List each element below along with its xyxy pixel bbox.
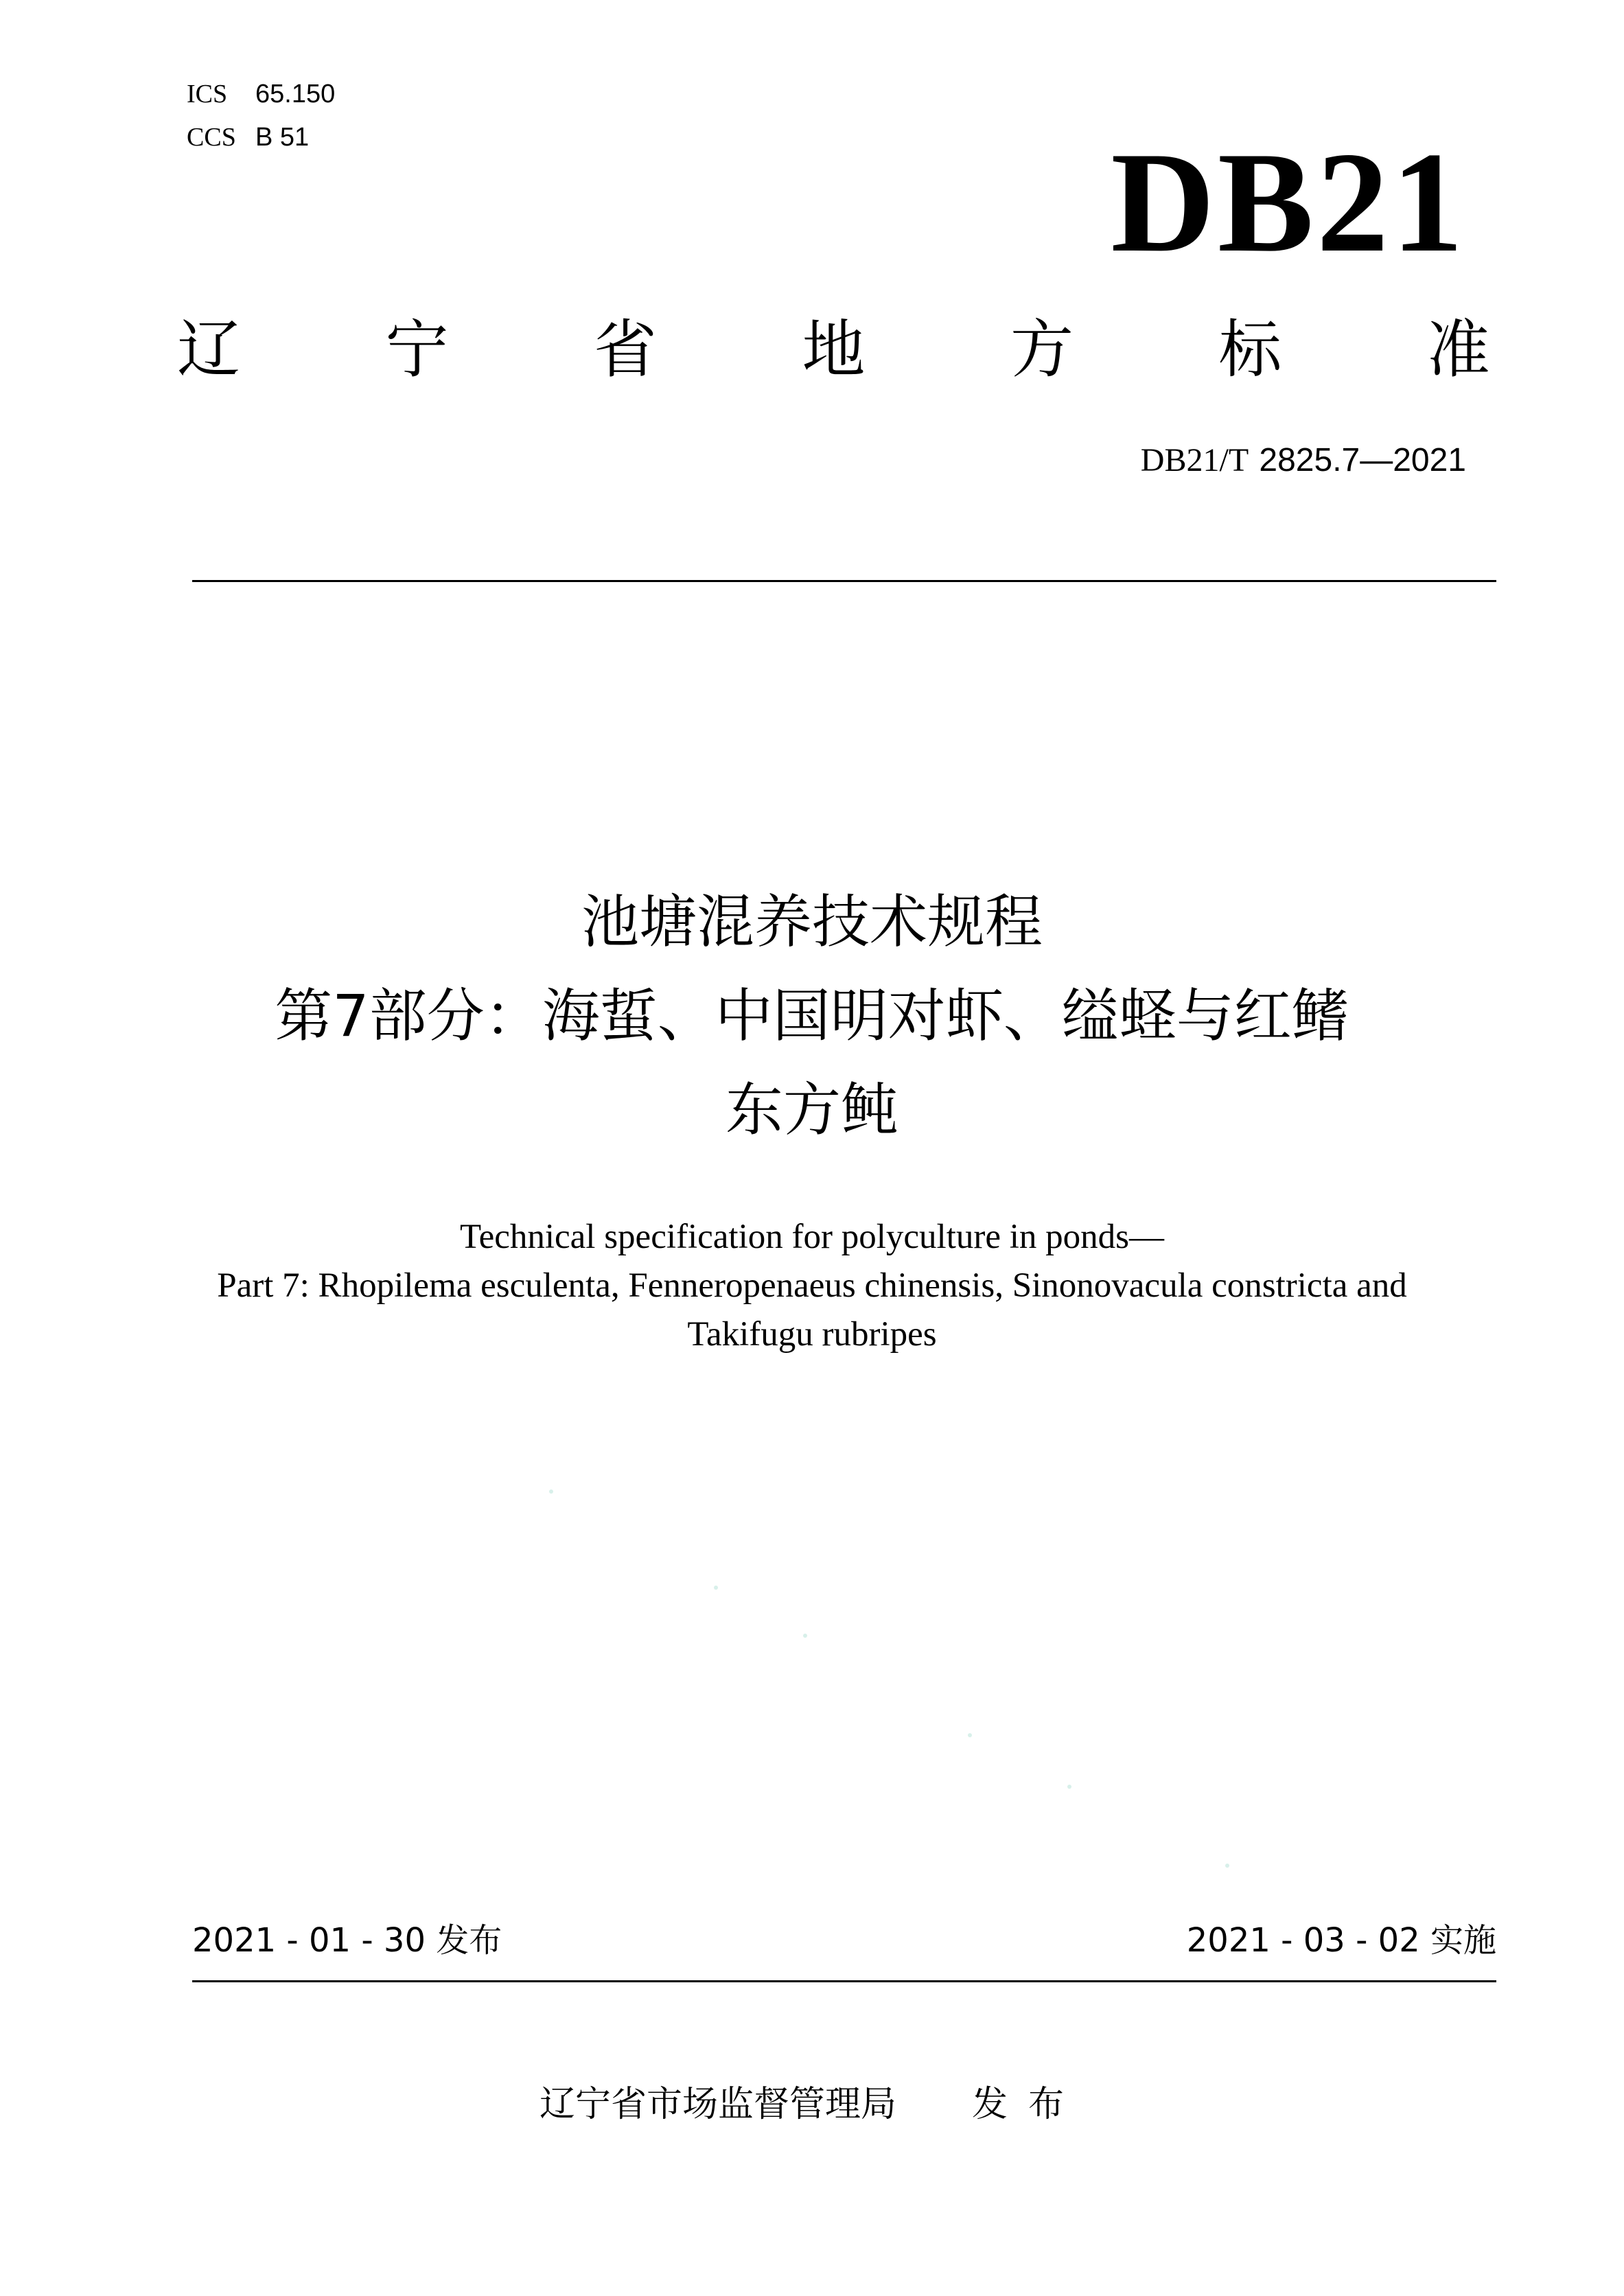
ccs-label: CCS — [187, 123, 236, 152]
title-en-line2: Part 7: Rhopilema esculenta, Fenneropenaeus chinensis, Sinonovacula constricta and — [217, 1266, 1407, 1305]
publisher-name: 辽宁省市场监督管理局 — [539, 2084, 896, 2125]
scan-speck — [803, 1634, 807, 1638]
publisher-action: 发布 — [972, 2084, 1085, 2125]
scan-speck — [968, 1733, 972, 1737]
publisher — [0, 2080, 1624, 2129]
ics-code — [187, 77, 335, 111]
title-zh-line1: 池塘混养技术规程 — [581, 888, 1043, 955]
scan-speck — [714, 1586, 718, 1590]
implementation-date: 2021 - 03 - 02 实施 — [1186, 1921, 1496, 1960]
standard-type-char: 省 — [593, 313, 657, 386]
footer-divider — [192, 1980, 1496, 1982]
scan-speck — [549, 1489, 553, 1494]
title-en-line3: Takifugu rubripes — [687, 1315, 937, 1354]
ics-label: ICS — [187, 80, 228, 108]
title-zh-line2: 第7部分：海蜇、中国明对虾、缢蛏与红鳍 — [275, 982, 1349, 1050]
standard-number-code: 2825.7—2021 — [1259, 442, 1466, 478]
standard-type-char: 方 — [1010, 313, 1074, 386]
title-en-line1: Technical specification for polyculture in ponds— — [459, 1218, 1165, 1256]
ccs-code — [187, 120, 309, 154]
standard-number-prefix: DB21/T — [1140, 442, 1249, 478]
standard-type-char: 准 — [1426, 313, 1490, 386]
standard-type-char: 宁 — [385, 313, 449, 386]
standard-number — [1141, 439, 1466, 481]
standard-type-char: 辽 — [177, 313, 241, 386]
ccs-value: B 51 — [255, 123, 310, 152]
standard-type-char: 标 — [1218, 313, 1282, 386]
scan-speck — [1225, 1864, 1229, 1868]
ics-value: 65.150 — [255, 80, 336, 108]
header-divider — [192, 580, 1496, 582]
standard-type — [177, 312, 1490, 388]
standard-mark: DB21 — [1111, 123, 1466, 282]
standard-type-char: 地 — [802, 313, 866, 386]
scan-speck — [1067, 1785, 1071, 1789]
issue-date: 2021 - 01 - 30 发布 — [192, 1921, 502, 1960]
title-zh-line3: 东方鲀 — [725, 1076, 898, 1144]
